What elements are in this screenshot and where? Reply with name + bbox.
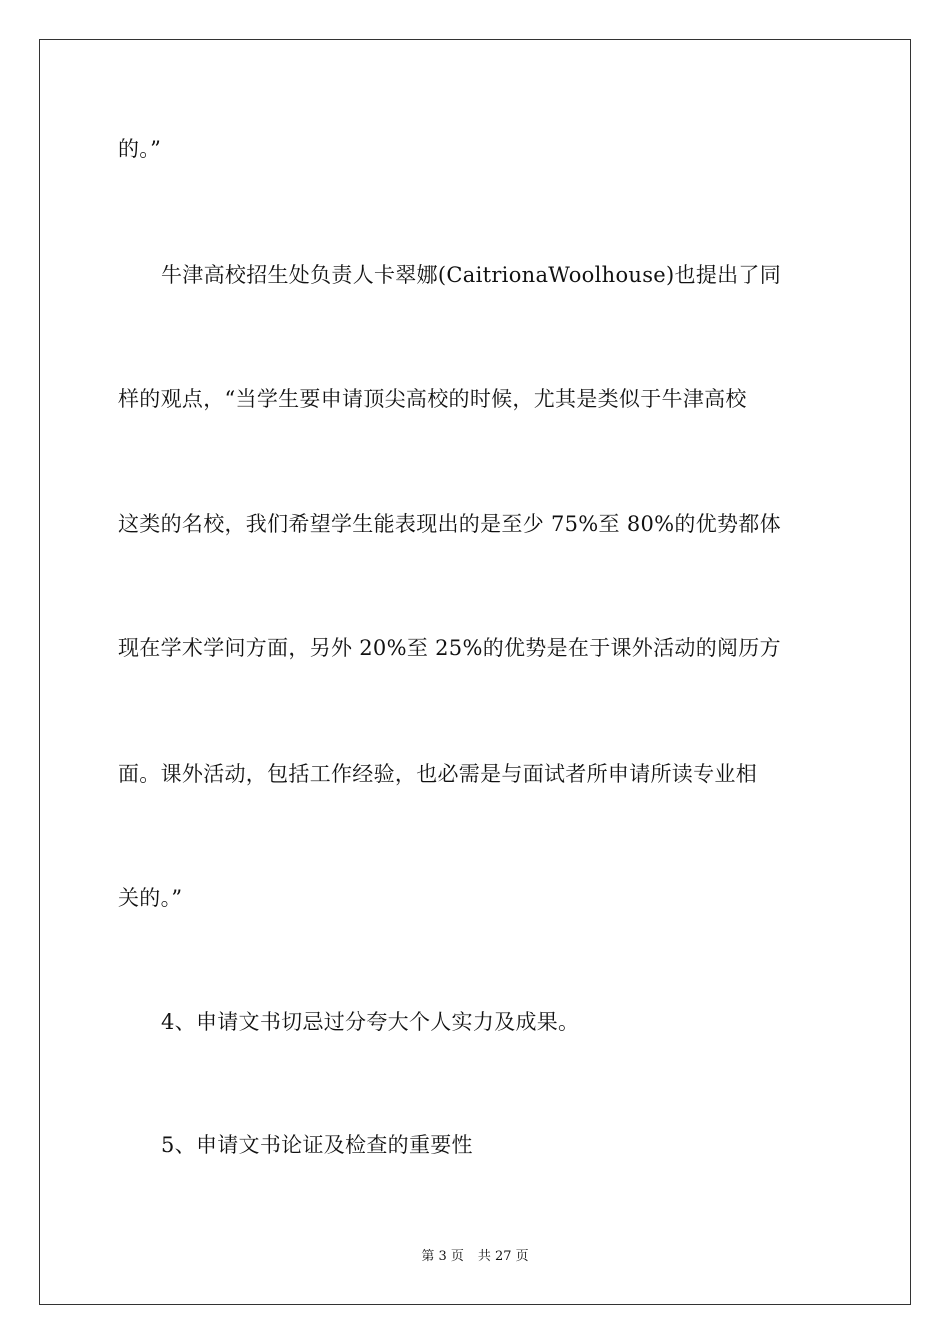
text-line-4: 这类的名校，我们希望学生能表现出的是至少 75%至 80%的优势都体 xyxy=(118,512,781,536)
page-footer xyxy=(0,1248,950,1266)
text-line-6: 面。课外活动，包括工作经验，也必需是与面试者所申请所读专业相 xyxy=(118,762,757,786)
text-line-2: 牛津高校招生处负责人卡翠娜(CaitrionaWoolhouse)也提出了同 xyxy=(161,263,782,287)
text-line-3: 样的观点，“当学生要申请顶尖高校的时候，尤其是类似于牛津高校 xyxy=(118,387,747,411)
page-total: 共 27 页 xyxy=(477,1249,529,1264)
text-line-1: 的。” xyxy=(118,137,162,161)
page-border xyxy=(39,39,911,1305)
page-number: 第 3 页 xyxy=(421,1249,464,1264)
text-line-5: 现在学术学问方面，另外 20%至 25%的优势是在于课外活动的阅历方 xyxy=(118,636,781,660)
item-5-heading: 5、申请文书论证及检查的重要性 xyxy=(161,1133,473,1157)
text-line-7: 关的。” xyxy=(118,886,183,910)
item-4-heading: 4、申请文书切忌过分夸大个人实力及成果。 xyxy=(161,1010,580,1034)
